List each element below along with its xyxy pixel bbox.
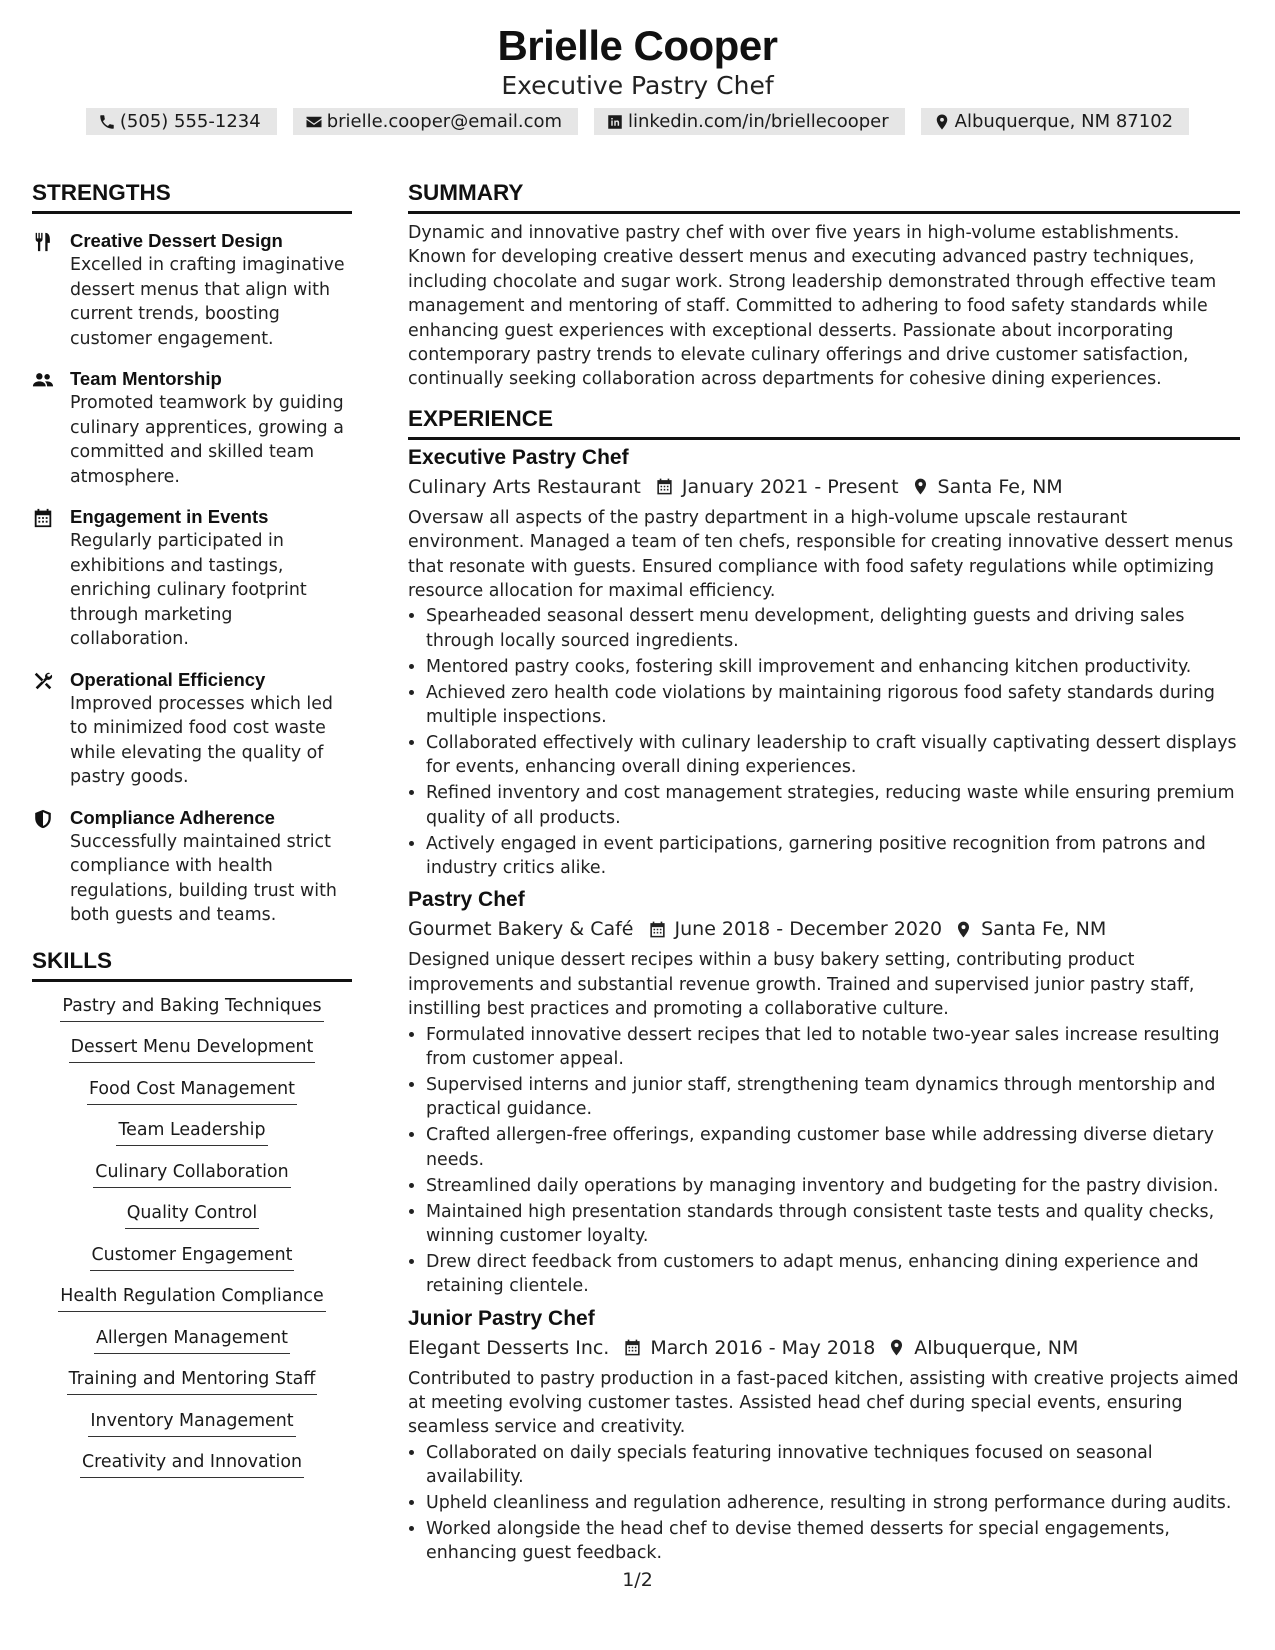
- contact-phone-text: (505) 555-1234: [119, 111, 261, 132]
- job-entry: [408, 444, 1240, 881]
- map-marker-icon: [933, 113, 951, 131]
- job-bullet: • Upheld cleanliness and regulation adherence, resulting in strong performance during audits.: [426, 1491, 1240, 1515]
- job-bullet: • Actively engaged in event participations, garnering positive recognition from patrons and industry critics alike.: [426, 832, 1240, 881]
- map-marker-icon: [887, 1338, 906, 1357]
- calendar-icon: [623, 1338, 642, 1357]
- strength-title: Operational Efficiency: [70, 668, 266, 690]
- skill-item: Allergen Management: [94, 1326, 290, 1354]
- job-title: Executive Pastry Chef: [408, 445, 629, 469]
- skill-item: Food Cost Management: [87, 1077, 297, 1105]
- summary-heading: SUMMARY: [408, 178, 1240, 214]
- skill-item: Team Leadership: [116, 1118, 267, 1146]
- job-description: Oversaw all aspects of the pastry department in a high-volume upscale restaurant environment. Managed a team of ten chefs, responsible for creating innovative dessert menus that resonate with guests. Ensured compliance with food safety regulations while optimizing resource allocation for maximal efficiency.: [408, 507, 1234, 602]
- job-location: Albuquerque, NM: [914, 1336, 1079, 1359]
- candidate-name: Brielle Cooper: [497, 22, 778, 69]
- job-meta: [408, 472, 1240, 502]
- contact-email-text: brielle.cooper@email.com: [326, 111, 563, 132]
- job-meta: [408, 914, 1240, 944]
- skills-heading: SKILLS: [32, 946, 352, 982]
- strengths-heading: STRENGTHS: [32, 178, 352, 214]
- users-icon: [32, 369, 54, 391]
- candidate-title: Executive Pastry Chef: [501, 71, 774, 100]
- job-company: Culinary Arts Restaurant: [408, 475, 641, 498]
- strength-title: Engagement in Events: [70, 506, 269, 527]
- skill-item: Customer Engagement: [90, 1243, 295, 1271]
- skill-item: Creativity and Innovation: [80, 1450, 304, 1478]
- strength-item: [32, 504, 352, 652]
- job-bullet: • Spearheaded seasonal dessert menu development, delighting guests and driving sales through locally sourced ingredients.: [426, 604, 1240, 653]
- job-dates: June 2018 - December 2020: [674, 918, 943, 941]
- strengths-list: [32, 228, 352, 928]
- job-description: Contributed to pastry production in a fast-paced kitchen, assisting with creative projects aimed at meeting evolving customer tastes. Assisted head chef during special events, ensuring seamless service and creativity.: [408, 1368, 1239, 1438]
- job-bullets: [408, 1441, 1240, 1566]
- calendar-icon: [32, 507, 54, 529]
- calendar-icon: [648, 920, 667, 939]
- skill-item: Quality Control: [125, 1201, 260, 1229]
- strength-description: Improved processes which led to minimized food cost waste while elevating the quality of pastry goods.: [70, 693, 333, 787]
- resume-header: [0, 20, 1275, 135]
- right-column: [408, 178, 1240, 1567]
- tools-icon: [32, 670, 54, 692]
- skill-item: Dessert Menu Development: [69, 1035, 316, 1063]
- job-bullet: • Collaborated effectively with culinary leadership to craft visually captivating dessert displays for events, enhancing overall dining experiences.: [426, 731, 1240, 780]
- job-company: Gourmet Bakery & Café: [408, 918, 634, 941]
- job-entry: [408, 886, 1240, 1298]
- job-title: Pastry Chef: [408, 888, 525, 912]
- experience-heading: EXPERIENCE: [408, 404, 1240, 440]
- contact-location: [921, 108, 1189, 135]
- job-bullet: • Supervised interns and junior staff, strengthening team dynamics through mentorship and practical guidance.: [426, 1073, 1240, 1122]
- job-bullet: • Crafted allergen-free offerings, expanding customer base while addressing diverse dietary needs.: [426, 1123, 1240, 1172]
- job-title: Junior Pastry Chef: [408, 1306, 595, 1330]
- job-bullets: [408, 604, 1240, 880]
- job-location: Santa Fe, NM: [937, 475, 1063, 498]
- job-meta: [408, 1333, 1240, 1363]
- envelope-icon: [305, 113, 323, 131]
- page-number: 1/2: [622, 1569, 653, 1591]
- contact-phone[interactable]: [86, 108, 277, 135]
- job-description: Designed unique dessert recipes within a busy bakery setting, contributing product improvements and substantial revenue growth. Trained and supervised junior pastry staff, instilling best practices and promoting a collaborative culture.: [408, 950, 1195, 1020]
- contact-location-text: Albuquerque, NM 87102: [954, 111, 1174, 132]
- left-column: [32, 178, 352, 1478]
- strength-item: [32, 667, 352, 790]
- strength-description: Promoted teamwork by guiding culinary apprentices, growing a committed and skilled team atmosphere.: [70, 393, 344, 487]
- calendar-icon: [655, 477, 674, 496]
- map-marker-icon: [954, 920, 973, 939]
- job-bullet: • Formulated innovative dessert recipes that led to notable two-year sales increase resulting from customer appeal.: [426, 1023, 1240, 1072]
- job-bullet: • Collaborated on daily specials featuring innovative techniques focused on seasonal availability.: [426, 1441, 1240, 1490]
- skill-item: Inventory Management: [88, 1409, 295, 1437]
- job-entry: [408, 1305, 1240, 1566]
- skill-item: Culinary Collaboration: [93, 1160, 290, 1188]
- strength-item: [32, 805, 352, 928]
- job-location: Santa Fe, NM: [981, 918, 1107, 941]
- skill-item: Pastry and Baking Techniques: [60, 994, 323, 1022]
- strength-title: Creative Dessert Design: [70, 230, 283, 251]
- job-bullet: • Drew direct feedback from customers to adapt menus, enhancing dining experience and retaining clientele.: [426, 1250, 1240, 1299]
- linkedin-icon: [606, 113, 624, 131]
- job-dates: January 2021 - Present: [681, 475, 899, 498]
- contact-email[interactable]: [293, 108, 578, 135]
- strength-description: Regularly participated in exhibitions and tastings, enriching culinary footprint through marketing collaboration.: [70, 531, 307, 649]
- strength-item: [32, 366, 352, 489]
- job-bullet: • Worked alongside the head chef to devise themed desserts for special engagements, enhancing guest feedback.: [426, 1517, 1240, 1566]
- job-bullet: • Mentored pastry cooks, fostering skill improvement and enhancing kitchen productivity.: [426, 655, 1240, 679]
- strength-title: Team Mentorship: [70, 368, 222, 389]
- summary-text: Dynamic and innovative pastry chef with over five years in high-volume establishments. Known for developing creative dessert menus and executing advanced pastry techniques, including chocolate and sugar work. Strong leadership demonstrated through effective team management and mentoring of staff. Committed to adhering to food safety standards while enhancing guest experiences with exceptional desserts. Passionate about incorporating contemporary pastry trends to elevate culinary offerings and drive customer satisfaction, continually seeking collaboration across departments for cohesive dining experiences.: [408, 223, 1217, 390]
- job-bullet: • Refined inventory and cost management strategies, reducing waste while ensuring premium quality of all products.: [426, 781, 1240, 830]
- job-bullet: • Streamlined daily operations by managing inventory and budgeting for the pastry division.: [426, 1174, 1240, 1198]
- strength-title: Compliance Adherence: [70, 806, 275, 828]
- job-bullet: • Maintained high presentation standards through consistent taste tests and quality checks, winning customer loyalty.: [426, 1200, 1240, 1249]
- skill-item: Training and Mentoring Staff: [67, 1367, 318, 1395]
- skills-list: [32, 994, 352, 1479]
- job-company: Elegant Desserts Inc.: [408, 1336, 610, 1359]
- utensils-icon: [32, 231, 54, 253]
- contact-bar: [0, 108, 1275, 135]
- strength-item: [32, 228, 352, 351]
- contact-linkedin[interactable]: [594, 108, 905, 135]
- shield-icon: [32, 808, 54, 830]
- phone-icon: [98, 113, 116, 131]
- job-dates: March 2016 - May 2018: [650, 1336, 876, 1359]
- contact-linkedin-text: linkedin.com/in/briellecooper: [628, 111, 889, 132]
- job-bullets: [408, 1023, 1240, 1299]
- strength-description: Successfully maintained strict compliance with health regulations, building trust with both guests and teams.: [70, 831, 337, 925]
- job-bullet: • Achieved zero health code violations by maintaining rigorous food safety standards during multiple inspections.: [426, 681, 1240, 730]
- skill-item: Health Regulation Compliance: [58, 1284, 325, 1312]
- strength-description: Excelled in crafting imaginative dessert menus that align with current trends, boosting customer engagement.: [70, 255, 345, 349]
- map-marker-icon: [911, 477, 930, 496]
